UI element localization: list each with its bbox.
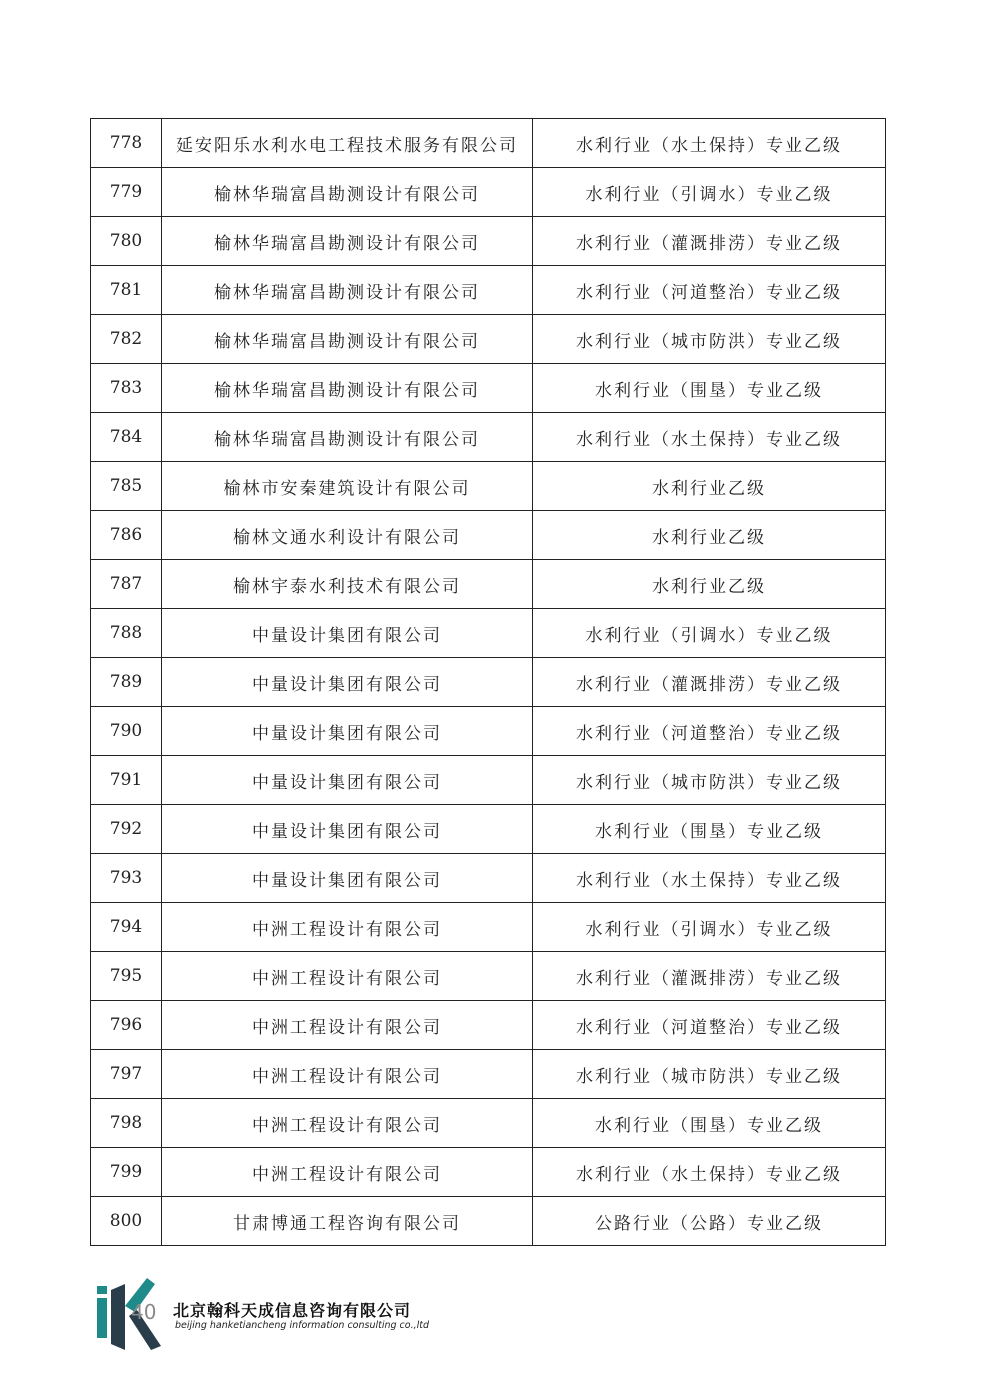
qualification-cell: 水利行业（城市防洪）专业乙级 [533, 1050, 886, 1099]
table-row [91, 364, 886, 413]
table-row [91, 756, 886, 805]
qualification-cell: 水利行业（水土保持）专业乙级 [533, 413, 886, 462]
row-number-cell: 800 [91, 1197, 162, 1246]
row-number-cell: 791 [91, 756, 162, 805]
row-number-cell: 779 [91, 168, 162, 217]
qualification-cell: 水利行业（围垦）专业乙级 [533, 364, 886, 413]
qualification-cell: 水利行业（引调水）专业乙级 [533, 168, 886, 217]
company-name-cell: 榆林宇泰水利技术有限公司 [162, 560, 533, 609]
company-name-cell: 甘肃博通工程咨询有限公司 [162, 1197, 533, 1246]
page-footer [95, 1276, 495, 1356]
company-name-cell: 榆林华瑞富昌勘测设计有限公司 [162, 266, 533, 315]
qualification-cell: 水利行业（河道整治）专业乙级 [533, 1001, 886, 1050]
qualification-cell: 水利行业（引调水）专业乙级 [533, 609, 886, 658]
qualification-table [90, 118, 886, 1246]
table-row [91, 658, 886, 707]
row-number-cell: 792 [91, 805, 162, 854]
table-row [91, 1099, 886, 1148]
company-name-cell: 榆林市安秦建筑设计有限公司 [162, 462, 533, 511]
row-number-cell: 785 [91, 462, 162, 511]
company-name-cell: 延安阳乐水利水电工程技术服务有限公司 [162, 119, 533, 168]
table-row [91, 1001, 886, 1050]
qualification-cell: 水利行业（灌溉排涝）专业乙级 [533, 217, 886, 266]
qualification-cell: 水利行业（城市防洪）专业乙级 [533, 756, 886, 805]
company-name-cell: 榆林华瑞富昌勘测设计有限公司 [162, 315, 533, 364]
qualification-cell: 公路行业（公路）专业乙级 [533, 1197, 886, 1246]
company-name-cell: 榆林华瑞富昌勘测设计有限公司 [162, 168, 533, 217]
company-name-cell: 中洲工程设计有限公司 [162, 1050, 533, 1099]
row-number-cell: 794 [91, 903, 162, 952]
footer-company-name-en: beijing hanketiancheng information consulting co.,ltd [175, 1320, 430, 1331]
qualification-cell: 水利行业（围垦）专业乙级 [533, 1099, 886, 1148]
qualification-cell: 水利行业（河道整治）专业乙级 [533, 266, 886, 315]
table-row [91, 1197, 886, 1246]
row-number-cell: 793 [91, 854, 162, 903]
table-row [91, 413, 886, 462]
row-number-cell: 787 [91, 560, 162, 609]
table-body [91, 119, 886, 1246]
company-name-cell: 中量设计集团有限公司 [162, 707, 533, 756]
row-number-cell: 795 [91, 952, 162, 1001]
company-name-cell: 中量设计集团有限公司 [162, 756, 533, 805]
qualification-cell: 水利行业（水土保持）专业乙级 [533, 854, 886, 903]
row-number-cell: 783 [91, 364, 162, 413]
table-row [91, 952, 886, 1001]
row-number-cell: 782 [91, 315, 162, 364]
table-row [91, 1148, 886, 1197]
company-name-cell: 榆林华瑞富昌勘测设计有限公司 [162, 217, 533, 266]
row-number-cell: 781 [91, 266, 162, 315]
table-row [91, 609, 886, 658]
row-number-cell: 780 [91, 217, 162, 266]
company-name-cell: 中量设计集团有限公司 [162, 658, 533, 707]
table-row [91, 119, 886, 168]
table-row [91, 217, 886, 266]
row-number-cell: 799 [91, 1148, 162, 1197]
company-name-cell: 中洲工程设计有限公司 [162, 1148, 533, 1197]
table-row [91, 315, 886, 364]
table-row [91, 707, 886, 756]
row-number-cell: 798 [91, 1099, 162, 1148]
footer-company-name-cn: 北京翰科天成信息咨询有限公司 [173, 1301, 412, 1320]
row-number-cell: 786 [91, 511, 162, 560]
company-name-cell: 中量设计集团有限公司 [162, 854, 533, 903]
table-row [91, 854, 886, 903]
qualification-cell: 水利行业（灌溉排涝）专业乙级 [533, 658, 886, 707]
row-number-cell: 788 [91, 609, 162, 658]
row-number-cell: 796 [91, 1001, 162, 1050]
table-row [91, 903, 886, 952]
qualification-cell: 水利行业乙级 [533, 462, 886, 511]
table-row [91, 168, 886, 217]
qualification-cell: 水利行业（水土保持）专业乙级 [533, 119, 886, 168]
table-row [91, 266, 886, 315]
company-name-cell: 榆林华瑞富昌勘测设计有限公司 [162, 364, 533, 413]
company-name-cell: 中量设计集团有限公司 [162, 609, 533, 658]
qualification-cell: 水利行业（引调水）专业乙级 [533, 903, 886, 952]
table-row [91, 511, 886, 560]
table-row [91, 805, 886, 854]
company-name-cell: 中洲工程设计有限公司 [162, 1001, 533, 1050]
row-number-cell: 778 [91, 119, 162, 168]
company-name-cell: 榆林文通水利设计有限公司 [162, 511, 533, 560]
company-name-cell: 中量设计集团有限公司 [162, 805, 533, 854]
company-name-cell: 榆林华瑞富昌勘测设计有限公司 [162, 413, 533, 462]
row-number-cell: 784 [91, 413, 162, 462]
table-row [91, 560, 886, 609]
company-name-cell: 中洲工程设计有限公司 [162, 1099, 533, 1148]
page-number: 40 [131, 1300, 157, 1324]
qualification-cell: 水利行业（城市防洪）专业乙级 [533, 315, 886, 364]
table-row [91, 462, 886, 511]
qualification-cell: 水利行业乙级 [533, 511, 886, 560]
qualification-cell: 水利行业（河道整治）专业乙级 [533, 707, 886, 756]
qualification-cell: 水利行业（灌溉排涝）专业乙级 [533, 952, 886, 1001]
company-name-cell: 中洲工程设计有限公司 [162, 952, 533, 1001]
row-number-cell: 790 [91, 707, 162, 756]
row-number-cell: 789 [91, 658, 162, 707]
qualification-cell: 水利行业乙级 [533, 560, 886, 609]
company-name-cell: 中洲工程设计有限公司 [162, 903, 533, 952]
table-row [91, 1050, 886, 1099]
qualification-cell: 水利行业（围垦）专业乙级 [533, 805, 886, 854]
row-number-cell: 797 [91, 1050, 162, 1099]
qualification-cell: 水利行业（水土保持）专业乙级 [533, 1148, 886, 1197]
